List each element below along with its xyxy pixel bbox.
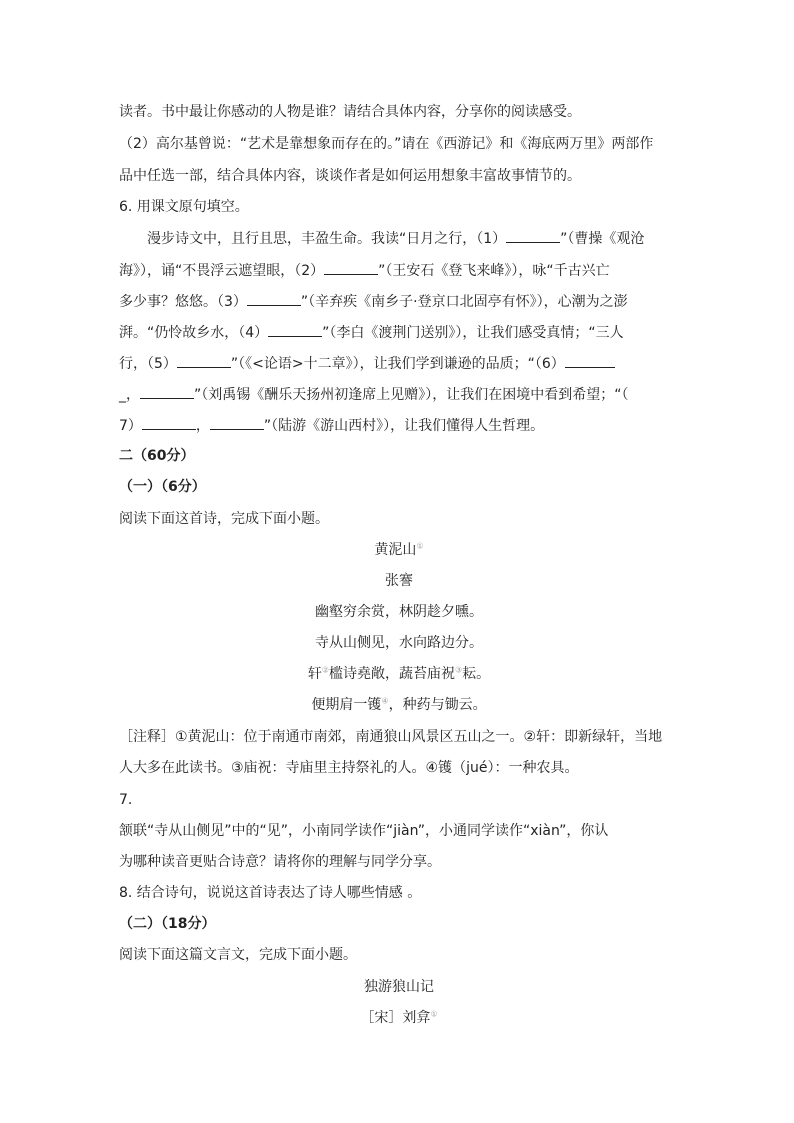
poem-line-1: 幽壑穷余赏，林阴趁夕曛。 — [315, 604, 483, 620]
q6-line-7: 7） ， ”（陆游《游山西村》），让我们懂得人生哲理。 — [119, 415, 679, 436]
part-2-heading: （二）（18分） — [119, 916, 216, 932]
q6-title: 6. 用课文原句填空。 — [119, 199, 249, 215]
q6-line-2: 海》），诵“不畏浮云遮望眼，（2） ”（王安石《登飞来峰》），咏“千古兴亡 — [119, 260, 679, 281]
answer-blank-7a[interactable] — [142, 415, 196, 430]
answer-blank-7b[interactable] — [210, 415, 264, 430]
poem-line-2: 寺从山侧见，水向路边分。 — [315, 635, 483, 651]
q6-line-3: 多少事？悠悠。（3） ”（辛弃疾《南乡子·登京口北固亭有怀》），心潮为之澎 — [119, 291, 679, 312]
essay-author: ［宋］刘弇① — [360, 1009, 438, 1026]
notes-line-1: ［注释］①黄泥山：位于南通市南郊，南通狼山风景区五山之一。②轩：即新绿轩，当地 — [119, 729, 663, 745]
q6-line-5: 行，（5） ”（《<论语>十二章》），让我们学到谦逊的品质；“（6） — [119, 353, 679, 374]
q6-line-6: _， ”（刘禹锡《酬乐天扬州初逢席上见赠》），让我们在困境中看到希望；“（ — [119, 384, 679, 405]
poem-line-3: 轩②槛诗堯敞，蔬苔庙祝③耘。 — [307, 665, 491, 682]
answer-blank-4[interactable] — [268, 322, 322, 337]
q5-line-2: （2）高尔基曾说：“艺术是靠想象而存在的。”请在《西游记》和《海底两万里》两部作 — [119, 136, 654, 152]
answer-blank-5[interactable] — [177, 353, 231, 368]
q7-line-2: 为哪种读音更贴合诗意？请将你的理解与同学分享。 — [119, 854, 441, 870]
essay-title: 独游狼山记 — [364, 979, 434, 995]
part-2-instructions: 阅读下面这篇文言文，完成下面小题。 — [119, 947, 357, 963]
q6-line-4: 湃。“仍怜故乡水，（4） ”（李白《渡荆门送别》），让我们感受真情；“三人 — [119, 322, 679, 343]
poem-author: 张謇 — [385, 573, 413, 589]
footnote-marker: ③ — [455, 665, 463, 675]
answer-blank-2[interactable] — [324, 260, 378, 275]
footnote-marker: ④ — [381, 696, 389, 706]
answer-blank-1[interactable] — [506, 228, 560, 243]
q6-line-1: 漫步诗文中，且行且思，丰盈生命。我读“日月之行，（1） ”（曹操《观沧 — [147, 228, 707, 249]
answer-blank-6a[interactable] — [565, 353, 615, 368]
footnote-marker: ① — [430, 1009, 438, 1019]
answer-blank-6b[interactable] — [140, 384, 194, 399]
answer-blank-3[interactable] — [247, 291, 301, 306]
poem-line-4: 便期肩一镬④，种药与锄云。 — [311, 696, 487, 713]
notes-line-2: 人大多在此读书。③庙祝：寺庙里主持祭礼的人。④镬（jué）：一种农具。 — [119, 760, 579, 776]
q8-text: 8. 结合诗句，说说这首诗表达了诗人哪些情感 。 — [119, 885, 422, 901]
part-1-heading: （一）（6分） — [119, 479, 206, 495]
part-1-instructions: 阅读下面这首诗，完成下面小题。 — [119, 511, 329, 527]
footnote-marker: ② — [321, 665, 329, 675]
section-2-heading: 二（60分） — [119, 448, 195, 464]
q5-line-3: 品中任选一部，结合具体内容，谈谈作者是如何运用想象丰富故事情节的。 — [119, 168, 581, 184]
q7-number: 7. — [119, 792, 133, 808]
footnote-marker: ① — [416, 541, 424, 551]
poem-title: 黄泥山① — [374, 541, 424, 558]
q5-line-1: 读者。书中最让你感动的人物是谁？请结合具体内容，分享你的阅读感受。 — [119, 104, 581, 120]
q7-line-1: 颔联“寺从山侧见”中的“见”，小南同学读作“jiàn”，小通同学读作“xiàn”，你认 — [119, 823, 609, 839]
